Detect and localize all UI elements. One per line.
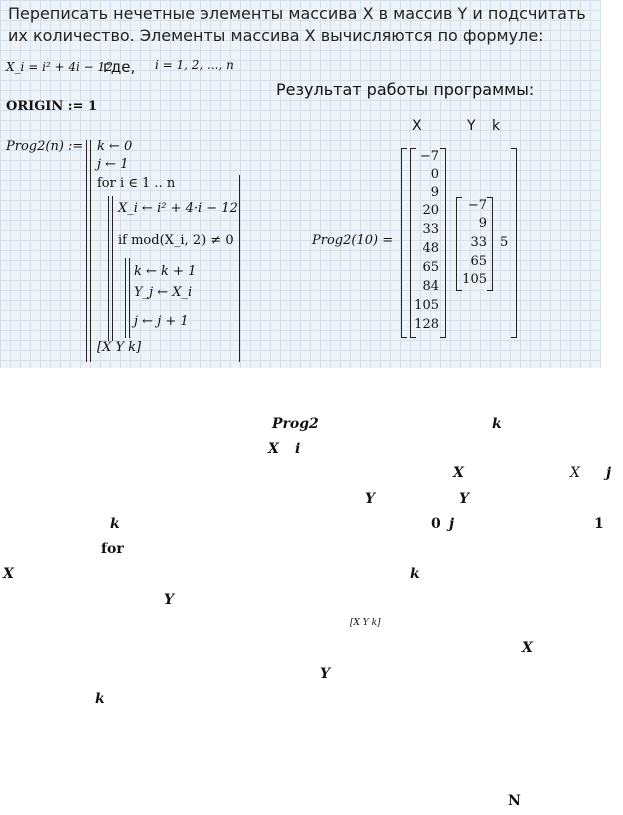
mathcad-worksheet bbox=[0, 0, 601, 368]
program-bar-outer-2 bbox=[90, 140, 91, 362]
fragment-for: for bbox=[101, 541, 124, 557]
y-value: 33 bbox=[470, 235, 487, 250]
program-return: [X Y k] bbox=[97, 340, 142, 355]
if-bar-1 bbox=[125, 258, 126, 338]
task-line-2: их количество. Элементы массива X вычисляются по формуле: bbox=[8, 26, 544, 45]
y-right-bracket bbox=[487, 197, 493, 291]
fragment-j: j bbox=[606, 465, 612, 481]
x-value: 33 bbox=[422, 222, 439, 237]
fragment-prog2: Prog2 bbox=[272, 416, 319, 432]
program-line-for: for i ∈ 1 .. n bbox=[97, 176, 176, 191]
x-right-bracket bbox=[440, 148, 446, 338]
x-value: 0 bbox=[430, 167, 439, 182]
scope-line-right bbox=[239, 175, 240, 362]
col-label-k: k bbox=[492, 118, 501, 134]
formula-where: где, bbox=[103, 58, 136, 76]
fragment-x: X bbox=[570, 465, 580, 481]
task-line-1: Переписать нечетные элементы массива X в массив Y и подсчитать bbox=[8, 4, 586, 23]
col-label-x: X bbox=[412, 118, 422, 134]
result-title: Результат работы программы: bbox=[276, 80, 535, 99]
fragment-k: k bbox=[492, 416, 502, 432]
fragment-x: X bbox=[522, 640, 533, 656]
fragment-return-matrix: [X Y k] bbox=[350, 618, 381, 628]
x-value: 128 bbox=[414, 317, 439, 332]
x-value: −7 bbox=[419, 149, 439, 164]
fragment-k: k bbox=[95, 691, 105, 707]
fragment-x: X bbox=[268, 441, 279, 457]
fragment-y: Y bbox=[459, 491, 469, 507]
program-line-k: k ← 0 bbox=[97, 139, 133, 154]
x-value: 84 bbox=[422, 279, 439, 294]
program-line-x-assign: X_i ← i² + 4·i − 12 bbox=[118, 201, 238, 216]
x-value: 65 bbox=[422, 260, 439, 275]
y-value: 9 bbox=[478, 216, 487, 231]
y-value: 65 bbox=[470, 254, 487, 269]
fragment-zero: 0 bbox=[431, 516, 441, 532]
fragment-k: k bbox=[410, 566, 420, 582]
for-bar-1 bbox=[108, 196, 109, 341]
fragment-n: N bbox=[508, 793, 521, 809]
program-header: Prog2(n) := bbox=[6, 139, 84, 154]
program-line-j-inc: j ← j + 1 bbox=[134, 314, 189, 329]
y-value: −7 bbox=[467, 198, 487, 213]
program-line-k-inc: k ← k + 1 bbox=[134, 264, 197, 279]
program-bar-outer-1 bbox=[86, 140, 87, 362]
fragment-k: k bbox=[110, 516, 120, 532]
fragment-x: X bbox=[453, 465, 464, 481]
fragment-y: Y bbox=[365, 491, 375, 507]
for-bar-2 bbox=[112, 196, 113, 341]
fragment-one: 1 bbox=[594, 516, 604, 532]
fragment-j: j bbox=[449, 516, 455, 532]
x-value: 105 bbox=[414, 298, 439, 313]
fragment-y: Y bbox=[164, 592, 174, 608]
k-value: 5 bbox=[500, 235, 509, 250]
y-value: 105 bbox=[462, 272, 487, 287]
program-line-j: j ← 1 bbox=[97, 157, 129, 172]
if-bar-2 bbox=[129, 258, 130, 338]
fragment-i: i bbox=[295, 441, 301, 457]
x-value: 20 bbox=[422, 203, 439, 218]
col-label-y: Y bbox=[467, 118, 476, 134]
program-line-y-assign: Y_j ← X_i bbox=[134, 285, 193, 300]
program-line-if: if mod(X_i, 2) ≠ 0 bbox=[118, 233, 234, 248]
origin-statement: ORIGIN := 1 bbox=[6, 99, 98, 114]
formula-expression: X_i = i² + 4i − 12 bbox=[6, 60, 113, 74]
x-value: 9 bbox=[430, 185, 439, 200]
result-call: Prog2(10) = bbox=[312, 233, 394, 248]
outer-right-bracket bbox=[511, 148, 517, 338]
fragment-y: Y bbox=[320, 666, 330, 682]
fragment-x: X bbox=[3, 566, 14, 582]
x-value: 48 bbox=[422, 241, 439, 256]
formula-range: i = 1, 2, ..., n bbox=[155, 58, 234, 72]
